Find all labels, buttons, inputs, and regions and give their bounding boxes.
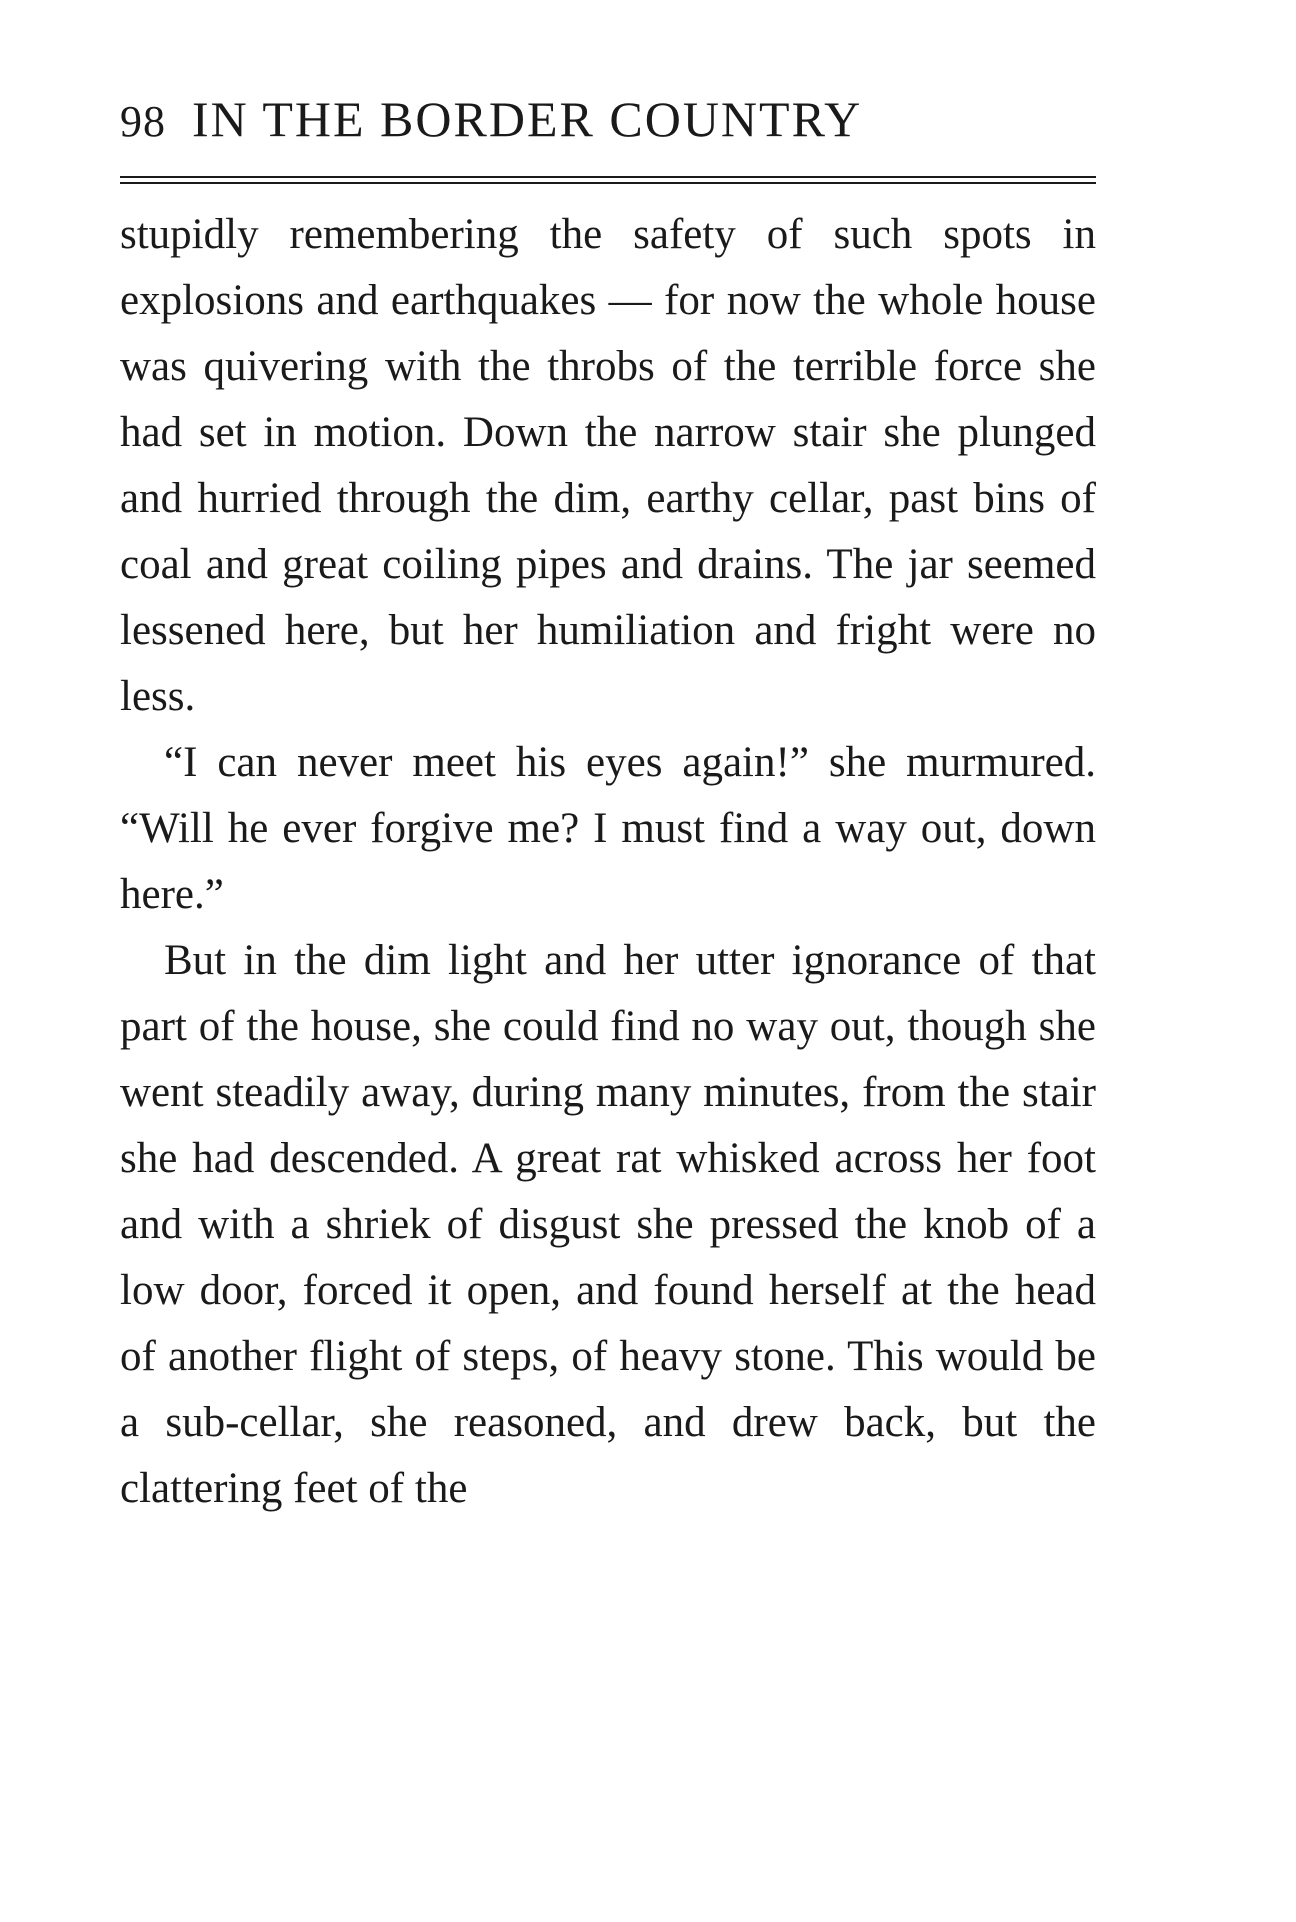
body-text [120, 202, 1096, 1522]
running-title: IN THE BORDER COUNTRY [192, 91, 863, 147]
page-number: 98 [120, 97, 166, 146]
paragraph-dialogue: “I can never meet his eyes again!” she murmured. “Will he ever forgive me? I must find a way out, down here.” [120, 739, 1096, 918]
paragraph-narrative: But in the dim light and her utter ignorance of that part of the house, she could find no way out, though she went steadily away, during many minutes, from the stair she had descended. A great rat whisked across her foot and with a shriek of disgust she pressed the knob of a low door, forced it open, and found herself at the head of another flight of steps, of heavy stone. This would be a sub-cellar, she reasoned, and drew back, but the clattering feet of the [120, 937, 1096, 1512]
paragraph-continued: stupidly remembering the safety of such spots in explosions and earthquakes — for now the whole house was quivering with the throbs of the terrible force she had set in motion. Down the narrow stair she plunged and hurried through the dim, earthy cellar, past bins of coal and great coiling pipes and drains. The jar seemed lessened here, but her humiliation and fright were no less. [120, 211, 1096, 720]
header-double-rule [120, 176, 1096, 184]
book-page [120, 80, 1120, 1522]
running-head [120, 80, 1120, 158]
